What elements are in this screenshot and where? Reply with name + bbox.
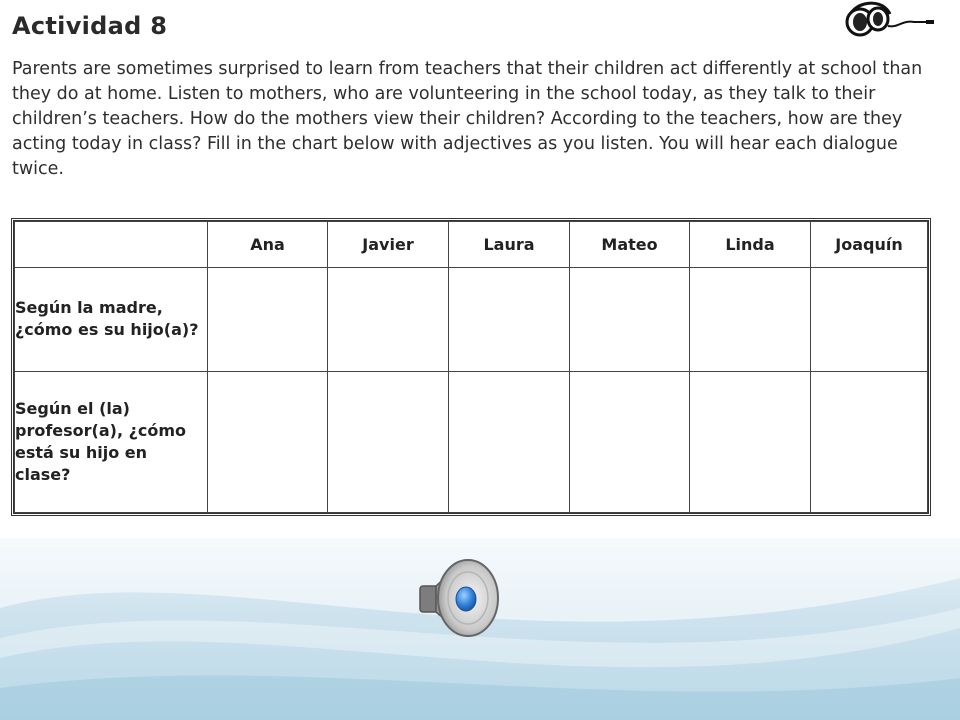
answer-cell[interactable]: [690, 268, 811, 371]
column-header-mateo: Mateo: [570, 222, 690, 268]
answer-cell[interactable]: [328, 371, 449, 513]
table-row: [15, 268, 928, 371]
answer-cell[interactable]: [811, 371, 928, 513]
activity-title: Actividad 8: [12, 12, 168, 40]
speaker-icon[interactable]: [416, 556, 506, 640]
answer-cell[interactable]: [449, 371, 570, 513]
answer-cell[interactable]: [690, 371, 811, 513]
answer-cell[interactable]: [570, 371, 690, 513]
answer-cell[interactable]: [449, 268, 570, 371]
column-header-ana: Ana: [208, 222, 328, 268]
column-header-linda: Linda: [690, 222, 811, 268]
adjective-table: [14, 221, 928, 513]
headphones-icon: [840, 0, 936, 40]
column-header-laura: Laura: [449, 222, 570, 268]
column-header-javier: Javier: [328, 222, 449, 268]
table-corner-cell: [15, 222, 208, 268]
row-label-mother-view: Según la madre, ¿cómo es su hijo(a)?: [15, 268, 208, 371]
answer-cell[interactable]: [208, 371, 328, 513]
answer-cell[interactable]: [570, 268, 690, 371]
table-header-row: [15, 222, 928, 268]
answer-cell[interactable]: [328, 268, 449, 371]
table-row: [15, 371, 928, 513]
activity-instructions: Parents are sometimes surprised to learn from teachers that their children act differently at school than they do at home. Listen to mothers, who are volunteering in the school today, as they talk to their children’s teachers. How do the mothers view their children? According to the teachers, how are they acting today in class? Fill in the chart below with adjectives as you listen. You will hear each dialogue twice.: [12, 59, 923, 179]
adjective-chart: [11, 218, 931, 516]
column-header-joaquin: Joaquín: [811, 222, 928, 268]
answer-cell[interactable]: [811, 268, 928, 371]
answer-cell[interactable]: [208, 268, 328, 371]
row-label-teacher-view: Según el (la) profesor(a), ¿cómo está su hijo en clase?: [15, 371, 208, 513]
